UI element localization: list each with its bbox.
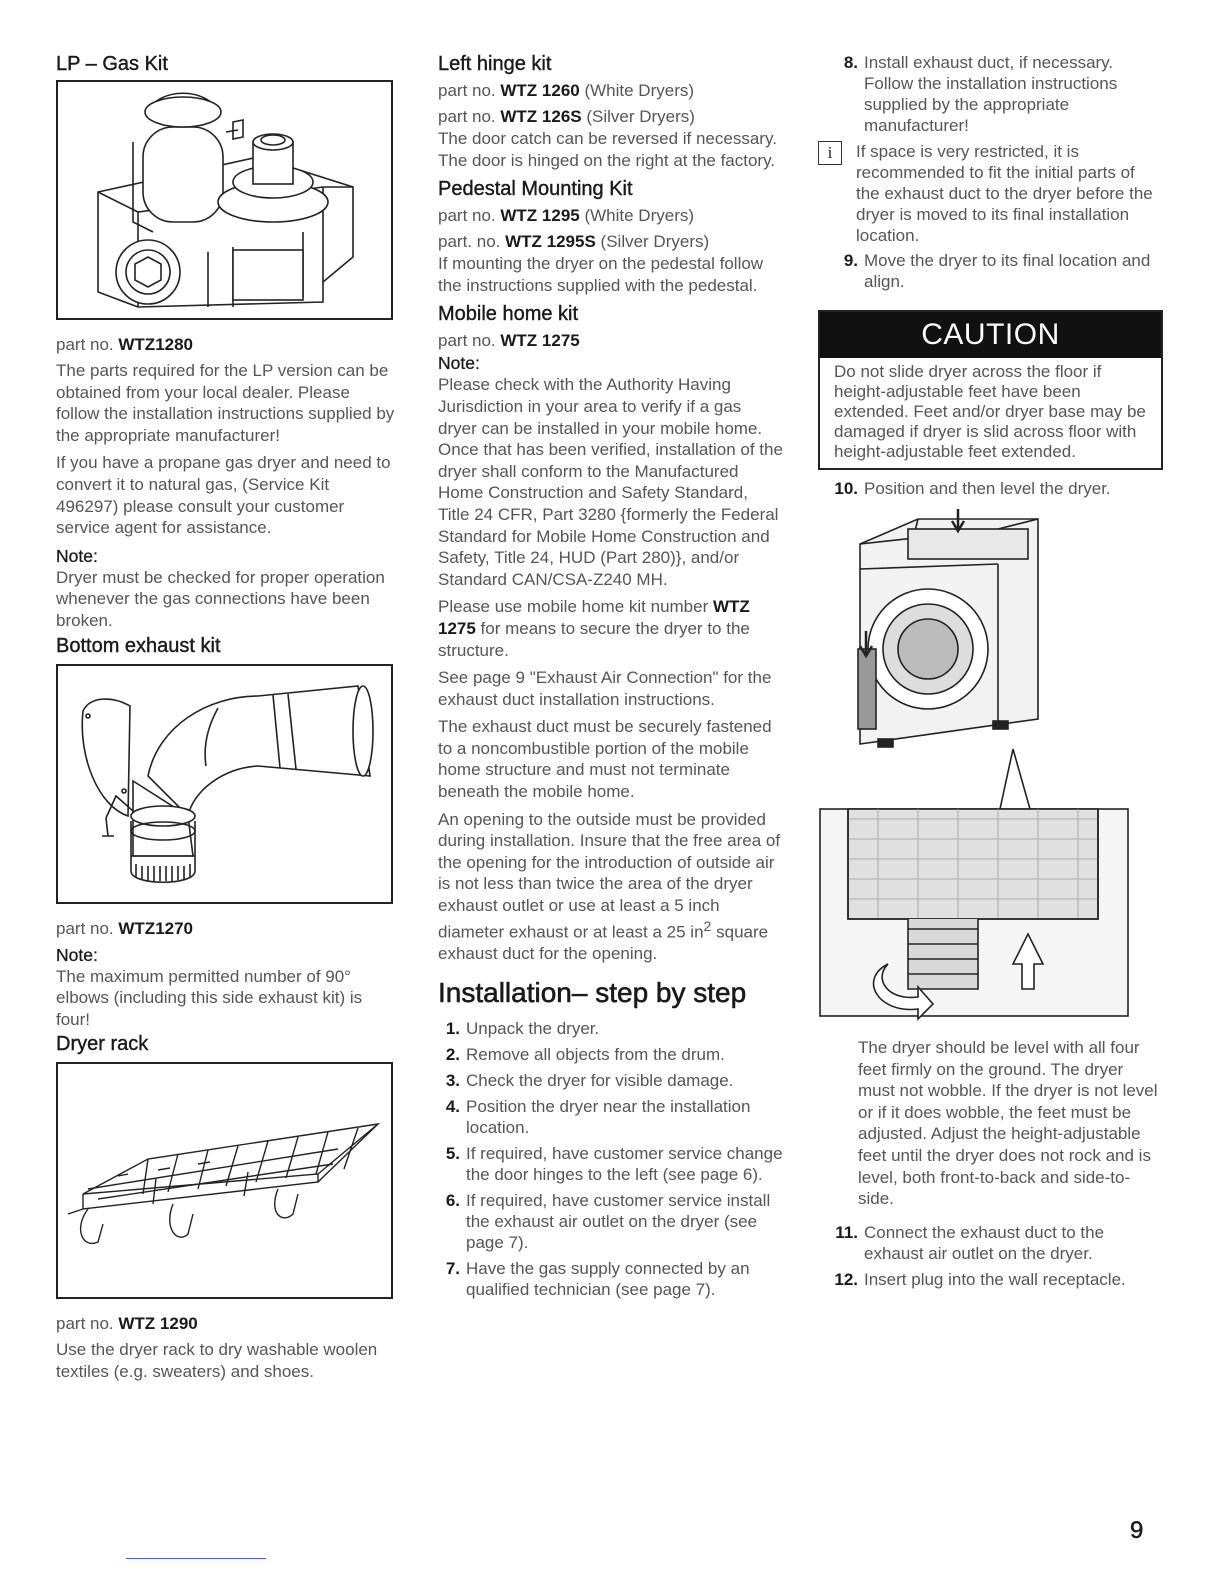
- hinge-paragraph: The door catch can be reversed if necessary. The door is hinged on the right at the factory.: [438, 129, 777, 170]
- hinge-part-silver: part no. WTZ 126S (Silver Dryers): [438, 107, 695, 126]
- bottom-exhaust-kit-heading: Bottom exhaust kit: [56, 634, 221, 657]
- step-9: 9. Move the dryer to its final location and align.: [843, 251, 1151, 291]
- lp-paragraph-2: If you have a propane gas dryer and need to convert it to natural gas, (Service Kit 496297) please consult your customer service agent for assistance.: [56, 453, 391, 538]
- dryer-leveling-illustration: [818, 509, 1163, 1027]
- step-3: 3. Check the dryer for visible damage.: [445, 1071, 734, 1091]
- pedestal-mounting-kit-heading: Pedestal Mounting Kit: [438, 178, 633, 201]
- column-middle: [438, 52, 783, 1305]
- pedestal-part-white: part no. WTZ 1295 (White Dryers): [438, 206, 695, 226]
- step-4: 4. Position the dryer near the installation location.: [445, 1097, 751, 1138]
- pedestal-part-silver: part. no. WTZ 1295S (Silver Dryers): [438, 232, 710, 252]
- column-left: [56, 52, 396, 1389]
- info-note: [818, 141, 1163, 246]
- info-note-text: If space is very restricted, it is recommended to fit the initial parts of the exhaust duct to the dryer before the dryer is moved to its final installation location.: [856, 142, 1153, 245]
- dryer-rack-paragraph: Use the dryer rack to dry washable woolen textiles (e.g. sweaters) and shoes.: [56, 1340, 378, 1381]
- column-right: [818, 52, 1163, 1295]
- steps-continued-list-2: [818, 250, 1163, 292]
- lp-note-label: Note:: [56, 545, 98, 566]
- dryer-rack-drawing: [58, 1064, 391, 1297]
- footer-divider: [126, 1558, 266, 1559]
- page-number: 9: [1130, 1517, 1144, 1544]
- step-5: 5. If required, have customer service change the door hinges to the left (see page 6).: [445, 1144, 783, 1185]
- hinge-part-white: part no. WTZ 1260 (White Dryers): [438, 81, 695, 100]
- mobile-home-paragraph-2: Please use mobile home kit number WTZ 1275 for means to secure the dryer to the structure.: [438, 597, 750, 660]
- lp-part-number: part no. WTZ1280: [56, 335, 194, 354]
- dryer-rack-illustration: [56, 1062, 393, 1299]
- bottom-exhaust-part-number: part no. WTZ1270: [56, 918, 194, 938]
- info-icon: i: [818, 141, 842, 165]
- bottom-exhaust-illustration: [56, 664, 393, 904]
- steps-continued-list-3: [818, 478, 1163, 499]
- dryer-rack-part-number: part no. WTZ 1290: [56, 1314, 198, 1334]
- bottom-exhaust-note-text: The maximum permitted number of 90° elbows (including this side exhaust kit) is four!: [56, 966, 363, 1029]
- dryer-rack-heading: Dryer rack: [56, 1033, 149, 1056]
- caution-title: CAUTION: [820, 312, 1161, 358]
- lp-note-text: Dryer must be checked for proper operation whenever the gas connections have been broken.: [56, 567, 385, 630]
- caution-text: Do not slide dryer across the floor if height-adjustable feet have been extended. Feet and/or dryer base may be damaged if dryer is slid across floor with height-adjustable feet extended.: [834, 362, 1146, 461]
- step-1: 1. Unpack the dryer.: [445, 1019, 600, 1039]
- mobile-home-paragraph-4: The exhaust duct must be securely fastened to a noncombustible portion of the mobile home structure and must not terminate beneath the mobile home.: [438, 717, 772, 802]
- lp-gas-valve-illustration: [56, 80, 393, 320]
- step-2: 2. Remove all objects from the drum.: [445, 1045, 725, 1065]
- mobile-home-paragraph-5: An opening to the outside must be provided during installation. Insure that the free area of the opening for the introduction of outside air is not less than twice the area of the dryer exhaust outlet or use at least a 5 inch diameter exhaust or at least a 25 $in^2$ square exhaust duct for the opening.: [438, 809, 781, 963]
- dryer-leveling-drawing: [818, 509, 1163, 1027]
- leveling-paragraph: The dryer should be level with all four feet firmly on the ground. The dryer must not wobble. If the dryer is not level or if it does wobble, the feet must be adjusted. Adjust the height-adjustable feet until the dryer does not rock and is level, both front-to-back and side-to-side.: [858, 1038, 1158, 1209]
- step-6: 6. If required, have customer service install the exhaust air outlet on the dryer (see page 7).: [445, 1191, 771, 1253]
- exhaust-elbow-drawing: [58, 666, 391, 902]
- steps-continued-list: [818, 52, 1163, 136]
- lp-paragraph-1: The parts required for the LP version can be obtained from your local dealer. Please follow the installation instructions supplied by the appropriate manufacturer!: [56, 361, 395, 445]
- gas-valve-drawing: [58, 82, 391, 318]
- left-hinge-kit-heading: Left hinge kit: [438, 53, 552, 75]
- steps-continued-list-4: [818, 1222, 1163, 1290]
- pedestal-paragraph: If mounting the dryer on the pedestal follow the instructions supplied with the pedestal.: [438, 254, 764, 295]
- mobile-home-paragraph-3: See page 9 "Exhaust Air Connection" for the exhaust duct installation instructions.: [438, 668, 772, 709]
- caution-box: [818, 310, 1163, 470]
- step-7: 7. Have the gas supply connected by an qualified technician (see page 7).: [445, 1259, 750, 1300]
- mobile-home-paragraph-1: Please check with the Authority Having Jurisdiction in your area to verify if a gas dryer can be installed in your mobile home. Once that has been verified, installation of the dryer shall conform to the Manufactured Home Construction and Safety Standard, Title 24 CFR, Part 3280 {formerly the Federal Standard for Mobile Home Construction and Safety, Title 24, HUD (Part 280)}, and/or Standard CAN/CSA-Z240 MH.: [438, 375, 783, 589]
- bottom-exhaust-note-label: Note:: [56, 944, 98, 965]
- mobile-home-note-label: Note:: [438, 353, 480, 374]
- mobile-home-part-number: part no. WTZ 1275: [438, 331, 580, 351]
- step-11: 11. Connect the exhaust duct to the exhaust air outlet on the dryer.: [835, 1222, 1105, 1263]
- step-12: 12. Insert plug into the wall receptacle.: [834, 1269, 1126, 1289]
- step-8: 8. Install exhaust duct, if necessary. Follow the installation instructions supplied by the appropriate manufacturer!: [843, 53, 1118, 135]
- lp-gas-kit-heading: LP – Gas Kit: [56, 53, 168, 75]
- step-10: 10. Position and then level the dryer.: [834, 479, 1111, 498]
- installation-heading: Installation– step by step: [438, 977, 747, 1009]
- installation-steps-list: [438, 1018, 783, 1300]
- mobile-home-kit-heading: Mobile home kit: [438, 303, 579, 326]
